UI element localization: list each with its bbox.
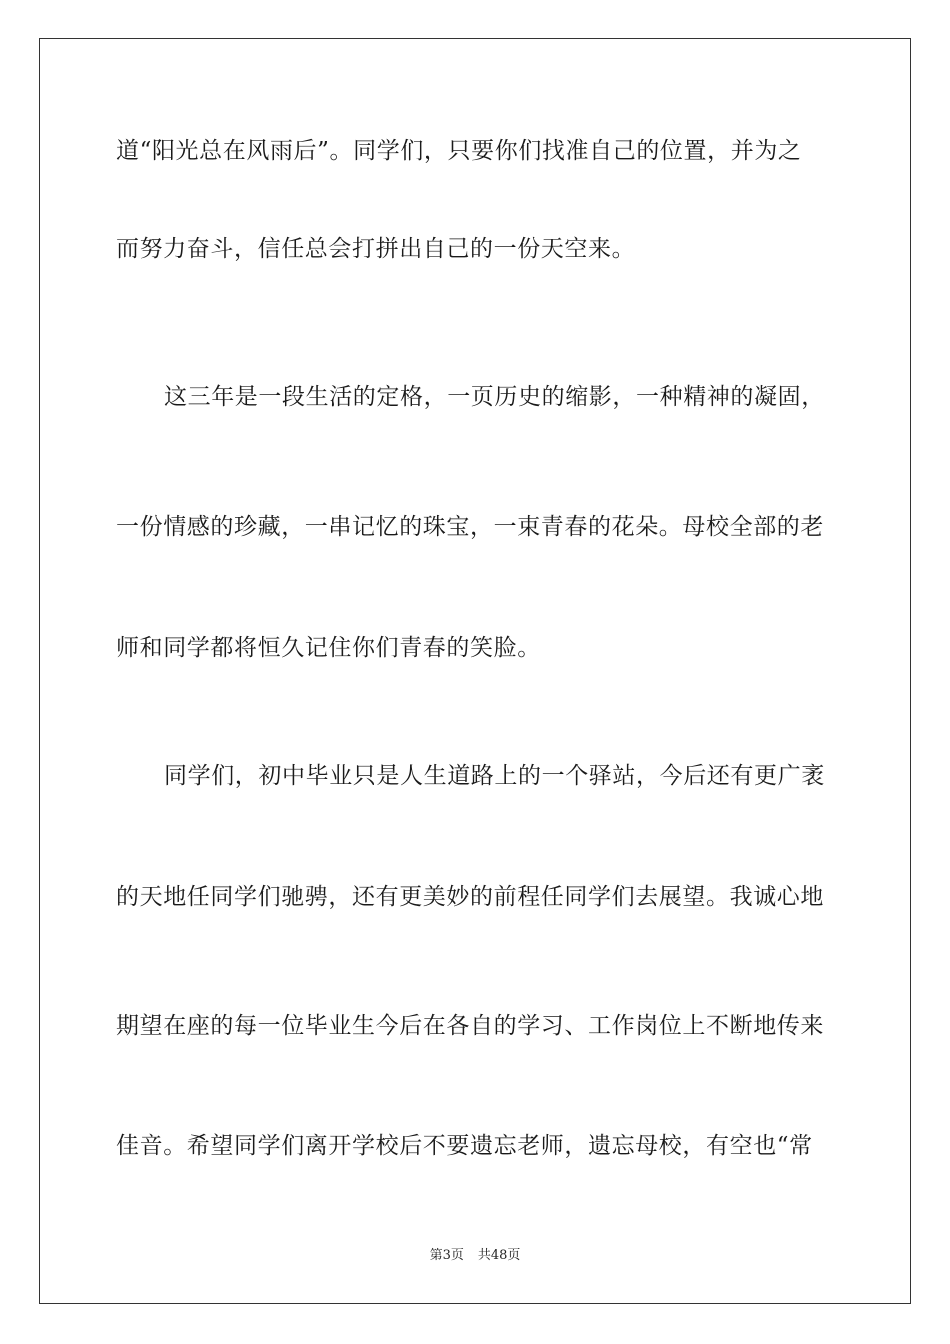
page-number: 第3页 [429,1248,464,1263]
paragraph-start-line: 同学们，初中毕业只是人生道路上的一个驿站，今后还有更广袤 [164,763,825,789]
text-line: 师和同学都将恒久记住你们青春的笑脸。 [116,635,541,661]
page-border [39,38,911,1304]
text-line: 的天地任同学们驰骋，还有更美妙的前程任同学们去展望。我诚心地 [116,884,824,910]
text-line: 而努力奋斗，信任总会打拼出自己的一份天空来。 [116,236,636,262]
paragraph-start-line: 这三年是一段生活的定格，一页历史的缩影，一种精神的凝固， [164,384,825,410]
page-total: 共48页 [477,1248,521,1263]
page-footer [0,1248,950,1264]
text-line: 佳音。希望同学们离开学校后不要遗忘老师，遗忘母校，有空也“常 [116,1133,813,1159]
text-line: 道“阳光总在风雨后”。同学们，只要你们找准自己的位置，并为之 [116,138,802,164]
text-line: 期望在座的每一位毕业生今后在各自的学习、工作岗位上不断地传来 [116,1013,824,1039]
text-line: 一份情感的珍藏，一串记忆的珠宝，一束青春的花朵。母校全部的老 [116,514,824,540]
